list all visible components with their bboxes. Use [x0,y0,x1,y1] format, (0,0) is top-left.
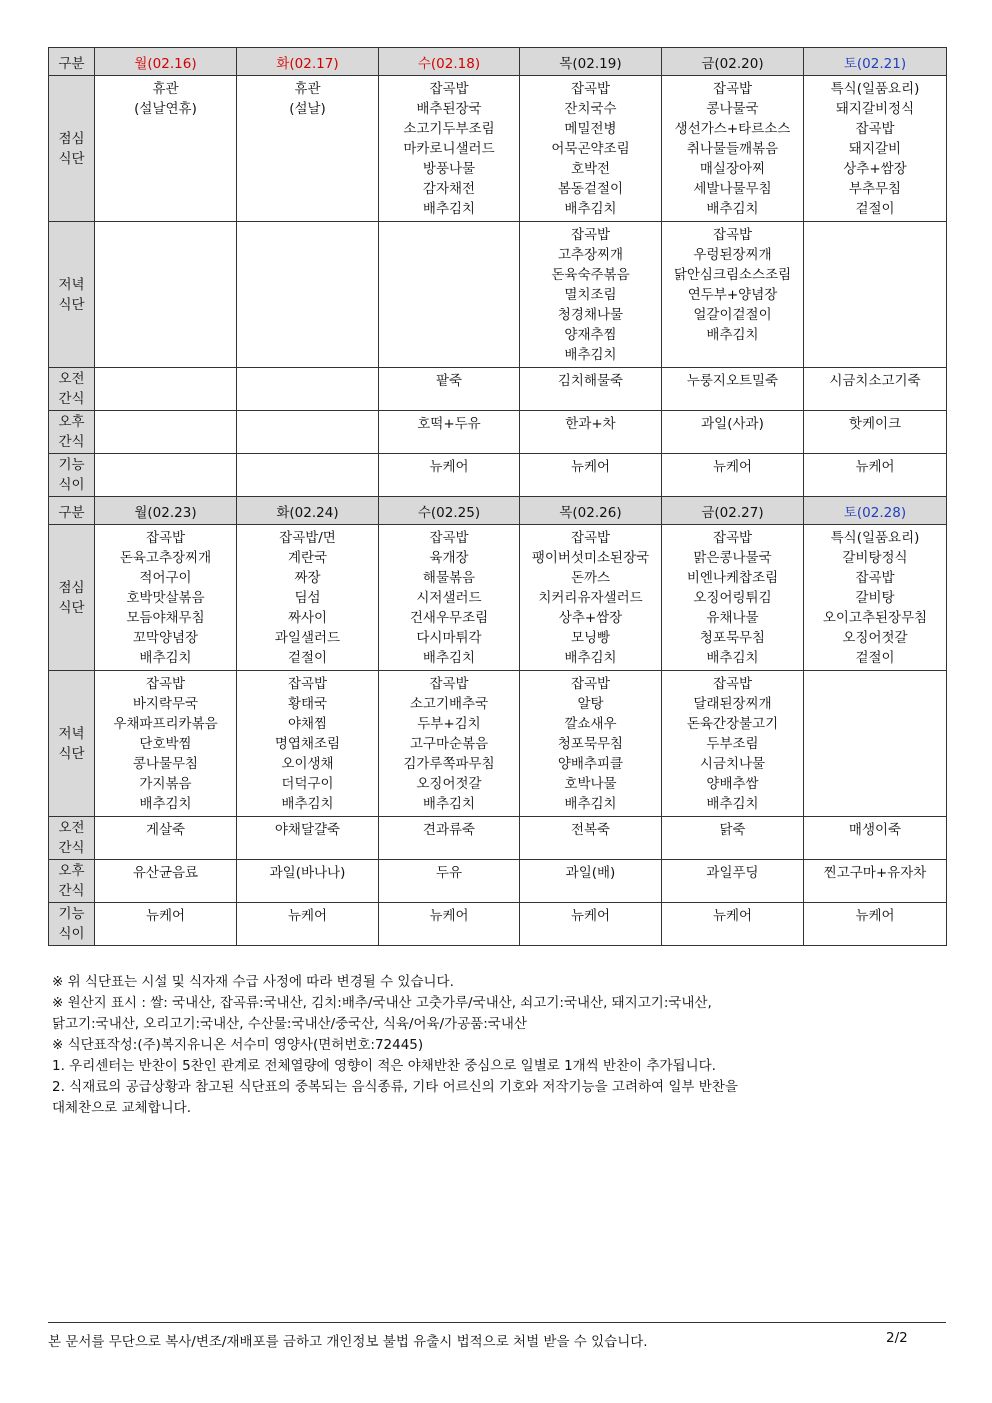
row-label [49,222,95,368]
meal-row [49,76,947,222]
menu-item: 어묵곤약조림 [551,141,630,157]
menu-item: 뉴케어 [712,908,753,924]
row-label [49,76,95,222]
menu-cell [379,222,520,368]
menu-item: 돈육고추장찌개 [119,550,212,566]
menu-cell [95,222,237,368]
menu-item: 취나물들깨볶음 [686,141,779,157]
menu-cell [662,525,804,671]
menu-item: 뉴케어 [287,908,328,924]
row-label [49,817,95,860]
row-label [49,368,95,411]
meal-row [49,525,947,671]
menu-item: 돼지갈비 [848,141,902,157]
menu-item: 잡곡밥 [570,227,611,243]
menu-item: 매실장아찌 [699,161,766,177]
menu-item: 특식(일품요리) [830,530,920,546]
menu-item: 배추김치 [139,796,192,812]
menu-item: 전복죽 [570,822,611,838]
menu-item: 건새우무조림 [409,610,489,626]
menu-item: 잡곡밥 [712,227,753,243]
menu-item: 과일(배) [565,865,616,881]
menu-cell [520,817,662,860]
menu-item: 잡곡밥 [712,676,753,692]
menu-item: (설날연휴) [134,101,197,117]
note-line: 2. 식재료의 공급상황과 참고된 식단표의 중복되는 음식종류, 기타 어르신의 기호와 저작기능을 고려하여 일부 반찬을 [52,1079,738,1095]
menu-item: 콩나물국 [706,101,759,117]
menu-cell [237,76,379,222]
day-header: 화(02.24) [237,497,379,525]
menu-cell [237,454,379,497]
menu-item: (설날) [289,101,326,117]
row-label-line: 점심 [58,130,85,147]
menu-cell [379,903,520,946]
menu-item: 명엽채조림 [274,736,341,752]
menu-item: 핫케이크 [848,416,902,432]
row-label-line: 오전 [58,371,85,387]
menu-item: 치커리유자샐러드 [538,590,643,606]
menu-cell [662,222,804,368]
menu-cell [95,525,237,671]
menu-cell [804,525,947,671]
row-label [49,454,95,497]
menu-item: 감자채전 [422,181,476,197]
row-label-line: 기능 [58,457,85,473]
menu-cell [804,903,947,946]
row-label-line: 식이 [58,477,85,493]
menu-cell [379,454,520,497]
row-label-line: 간식 [58,840,85,856]
header-label: 구분 [49,48,95,76]
menu-item: 뉴케어 [570,459,611,475]
day-header: 화(02.17) [237,48,379,76]
menu-cell [520,222,662,368]
menu-item: 짜사이 [287,610,328,626]
menu-item: 다시마튀각 [416,630,482,646]
meal-row [49,903,947,946]
menu-cell [520,903,662,946]
menu-item: 생선가스+타르소스 [674,121,791,137]
menu-item: 갈비탕 [855,590,895,606]
menu-item: 잡곡밥 [712,530,753,546]
meal-row [49,368,947,411]
menu-item: 배추김치 [281,796,334,812]
menu-item: 김치해물죽 [557,373,624,389]
menu-item: 배추김치 [706,796,759,812]
row-label [49,525,95,671]
menu-item: 해물볶음 [422,570,476,586]
menu-item: 방풍나물 [422,161,476,177]
day-header: 토(02.21) [804,48,947,76]
menu-item: 양재추찜 [564,327,617,343]
menu-cell [95,903,237,946]
menu-cell [804,222,947,368]
row-label-line: 오전 [58,820,85,836]
row-label-line: 간식 [58,883,85,899]
note-line: ※ 위 식단표는 시설 및 식자재 수급 사정에 따라 변경될 수 있습니다. [52,974,454,990]
menu-item: 소고기두부조림 [403,121,495,137]
menu-item: 잡곡밥 [429,530,469,546]
menu-cell [804,76,947,222]
menu-item: 고구마순볶음 [409,736,489,752]
menu-item: 팥죽 [435,373,463,389]
menu-item: 한과+차 [565,416,616,432]
menu-cell [379,860,520,903]
menu-item: 배추김치 [706,327,759,343]
menu-cell [662,368,804,411]
menu-item: 세발나물무침 [693,181,772,197]
menu-item: 뉴케어 [570,908,611,924]
menu-cell [804,454,947,497]
menu-item: 우렁된장찌개 [693,247,772,263]
menu-item: 배추김치 [564,347,617,363]
menu-cell [237,671,379,817]
menu-item: 짜장 [294,570,321,586]
row-label [49,671,95,817]
menu-cell [662,671,804,817]
menu-item: 소고기배추국 [409,696,489,712]
menu-cell [379,411,520,454]
menu-item: 알탕 [577,696,604,712]
menu-cell [95,817,237,860]
day-header: 수(02.25) [379,497,520,525]
menu-cell [237,860,379,903]
menu-item: 오징어젓갈 [842,630,908,646]
menu-item: 육개장 [429,550,469,566]
meal-row [49,454,947,497]
row-label-line: 점심 [58,579,85,596]
menu-cell [237,903,379,946]
menu-item: 닭죽 [719,822,746,838]
menu-item: 비엔나케찹조림 [686,570,779,586]
week-header-row [49,48,947,76]
menu-item: 상추+쌈장 [843,161,907,177]
menu-item: 야채달걀죽 [274,822,341,838]
menu-cell [95,860,237,903]
menu-cell [379,817,520,860]
menu-item: 시금치소고기죽 [829,373,921,389]
day-header: 금(02.27) [662,497,804,525]
menu-item: 호박전 [570,161,611,177]
menu-item: 오이생채 [281,756,334,772]
menu-cell [95,76,237,222]
row-label-line: 오후 [58,414,85,430]
menu-item: 겉절이 [855,201,895,217]
menu-cell [804,368,947,411]
note-line: ※ 원산지 표시 : 쌀: 국내산, 잡곡류:국내산, 김치:배추/국내산 고춧가루/국내산, 쇠고기:국내산, 돼지고기:국내산, [52,995,712,1011]
menu-item: 뉴케어 [429,908,469,924]
menu-cell [237,525,379,671]
menu-item: 돈육간장불고기 [686,716,779,732]
day-header: 토(02.28) [804,497,947,525]
menu-item: 멸치조림 [564,287,617,303]
menu-item: 배추김치 [422,201,476,217]
day-header: 목(02.26) [520,497,662,525]
menu-item: 잔치국수 [564,101,617,117]
menu-item: 잡곡밥 [855,570,895,586]
menu-item: 호박맛살볶음 [126,590,205,606]
menu-item: 돈육숙주볶음 [551,267,630,283]
menu-item: 과일(바나나) [269,865,346,881]
day-header: 금(02.20) [662,48,804,76]
menu-item: 잡곡밥 [145,530,186,546]
menu-item: 배추김치 [706,201,759,217]
note-line: ※ 식단표작성:(주)복지유니온 서수미 영양사(면허번호:72445) [52,1037,424,1053]
menu-item: 오이고추된장무침 [822,610,928,626]
menu-item: 꼬막양념장 [132,630,199,646]
menu-cell [95,454,237,497]
menu-item: 더덕구이 [281,776,334,792]
menu-cell [520,368,662,411]
day-header: 월(02.23) [95,497,237,525]
day-header: 목(02.19) [520,48,662,76]
menu-item: 배추김치 [422,650,476,666]
menu-item: 연두부+양념장 [687,287,778,303]
menu-cell [520,860,662,903]
row-label [49,860,95,903]
menu-item: 계란국 [287,550,328,566]
menu-item: 돼지갈비정식 [835,101,915,117]
menu-cell [662,860,804,903]
menu-item: 잡곡밥 [570,530,611,546]
note-line: 닭고기:국내산, 오리고기:국내산, 수산물:국내산/중국산, 식육/어육/가공품:국내산 [52,1016,527,1032]
meal-row [49,817,947,860]
menu-item: 배추김치 [422,796,476,812]
menu-cell [379,368,520,411]
menu-item: 게살죽 [145,822,186,838]
row-label-line: 식단 [58,745,85,762]
row-label-line: 식이 [58,926,85,942]
menu-item: 잡곡밥 [570,676,611,692]
row-label [49,411,95,454]
row-label-line: 식단 [58,296,85,313]
menu-cell [520,525,662,671]
weekly-menu-table [48,47,947,946]
menu-cell [95,411,237,454]
menu-item: 마카로니샐러드 [403,141,495,157]
menu-item: 청포묵무침 [557,736,624,752]
menu-item: 잡곡밥 [429,81,469,97]
menu-item: 뉴케어 [429,459,469,475]
menu-cell [662,903,804,946]
menu-item: 매생이죽 [848,822,902,838]
menu-item: 유채나물 [706,610,759,626]
menu-cell [804,411,947,454]
menu-item: 두부조림 [706,736,759,752]
menu-item: 배추김치 [564,796,617,812]
menu-item: 배추김치 [706,650,759,666]
menu-item: 얼갈이겉절이 [693,307,772,323]
menu-item: 호떡+두유 [417,416,481,432]
menu-cell [95,368,237,411]
menu-item: 김가루쪽파무침 [403,756,495,772]
menu-item: 팽이버섯미소된장국 [531,550,650,566]
menu-item: 과일푸딩 [706,865,759,881]
menu-item: 뉴케어 [855,908,895,924]
menu-item: 양배추피클 [557,756,624,772]
menu-item: 콩나물무침 [132,756,199,772]
menu-item: 잡곡밥 [855,121,895,137]
footer-divider [48,1322,946,1323]
menu-item: 모듬야채무침 [126,610,205,626]
menu-item: 맑은콩나물국 [693,550,772,566]
meal-row [49,222,947,368]
meal-row [49,411,947,454]
menu-item: 잡곡밥 [287,676,328,692]
note-line: 1. 우리센터는 반찬이 5찬인 관계로 전체열량에 영향이 적은 야채반찬 중심으로 일별로 1개씩 반찬이 추가됩니다. [52,1058,716,1074]
menu-cell [379,671,520,817]
menu-item: 휴관 [294,81,321,97]
menu-item: 두부+김치 [417,716,481,732]
menu-item: 상추+쌈장 [558,610,623,626]
menu-item: 적어구이 [139,570,192,586]
menu-item: 가지볶음 [139,776,192,792]
header-label: 구분 [49,497,95,525]
menu-item: 봄동겉절이 [557,181,624,197]
menu-cell [237,368,379,411]
row-label-line: 간식 [58,434,85,450]
menu-item: 메밀전병 [564,121,617,137]
menu-cell [662,817,804,860]
menu-item: 달래된장찌개 [693,696,772,712]
menu-item: 누룽지오트밀죽 [686,373,779,389]
menu-item: 부추무침 [848,181,902,197]
menu-cell [520,411,662,454]
menu-item: 깔쇼새우 [564,716,617,732]
menu-item: 휴관 [152,81,179,97]
menu-item: 과일(사과) [701,416,764,432]
menu-item: 야채찜 [287,716,328,732]
menu-cell [237,222,379,368]
menu-item: 시금치나물 [699,756,766,772]
row-label-line: 식단 [58,150,85,167]
menu-item: 시저샐러드 [416,590,482,606]
menu-cell [804,817,947,860]
row-label-line: 간식 [58,391,85,407]
menu-cell [520,671,662,817]
menu-item: 딤섬 [294,590,321,606]
menu-item: 과일샐러드 [274,630,341,646]
notes-section [52,972,952,1119]
menu-cell [662,411,804,454]
menu-item: 겉절이 [287,650,328,666]
note-line: 대체찬으로 교체합니다. [52,1100,191,1116]
menu-item: 배추김치 [564,201,617,217]
menu-item: 닭안심크림소스조림 [673,267,792,283]
menu-cell [804,671,947,817]
row-label-line: 저녁 [58,725,85,742]
menu-cell [520,76,662,222]
menu-item: 바지락무국 [132,696,199,712]
meal-row [49,671,947,817]
menu-item: 찐고구마+유자차 [823,865,927,881]
menu-item: 오징어젓갈 [416,776,482,792]
menu-item: 유산균음료 [132,865,199,881]
menu-item: 뉴케어 [855,459,895,475]
menu-item: 양배추쌈 [706,776,759,792]
menu-item: 돈까스 [570,570,611,586]
menu-item: 단호박찜 [139,736,192,752]
menu-item: 호박나물 [564,776,617,792]
menu-cell [520,454,662,497]
menu-item: 배추된장국 [416,101,482,117]
footer-text: 본 문서를 무단으로 복사/변조/재배포를 금하고 개인정보 불법 유출시 법적으로 처벌 받을 수 있습니다. [48,1334,648,1350]
menu-item: 잡곡밥 [712,81,753,97]
day-header: 수(02.18) [379,48,520,76]
menu-item: 청경채나물 [557,307,624,323]
menu-item: 두유 [435,865,463,881]
menu-item: 오징어링튀김 [693,590,772,606]
menu-item: 잡곡밥 [570,81,611,97]
meal-row [49,860,947,903]
row-label [49,903,95,946]
page-number: 2/2 [886,1330,908,1346]
menu-cell [662,454,804,497]
row-label-line: 오후 [58,863,85,879]
menu-item: 견과류죽 [422,822,476,838]
menu-item: 갈비탕정식 [842,550,908,566]
row-label-line: 기능 [58,906,85,922]
menu-item: 뉴케어 [712,459,753,475]
menu-cell [662,76,804,222]
menu-cell [237,817,379,860]
menu-cell [379,525,520,671]
menu-item: 특식(일품요리) [830,81,920,97]
menu-cell [804,860,947,903]
menu-item: 고추장찌개 [557,247,624,263]
row-label-line: 저녁 [58,276,85,293]
menu-cell [237,411,379,454]
row-label-line: 식단 [58,599,85,616]
week-header-row [49,497,947,525]
menu-item: 잡곡밥/면 [279,530,336,546]
menu-item: 황태국 [287,696,328,712]
menu-cell [379,76,520,222]
menu-item: 뉴케어 [145,908,186,924]
menu-item: 우채파프리카볶음 [113,716,218,732]
menu-cell [95,671,237,817]
menu-item: 잡곡밥 [429,676,469,692]
menu-item: 청포묵무침 [699,630,766,646]
menu-item: 배추김치 [564,650,617,666]
menu-item: 잡곡밥 [145,676,186,692]
menu-item: 배추김치 [139,650,192,666]
menu-item: 겉절이 [855,650,895,666]
menu-item: 모닝빵 [570,630,611,646]
day-header: 월(02.16) [95,48,237,76]
